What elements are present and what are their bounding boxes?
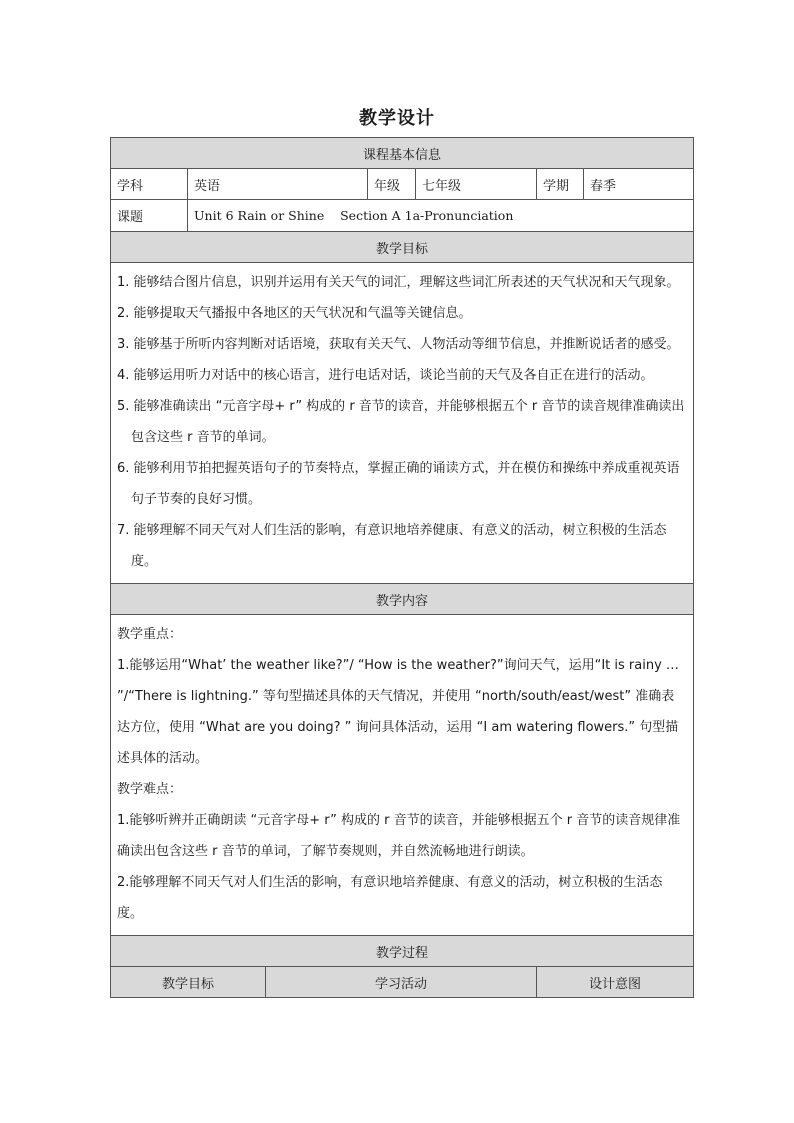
objective-item: 5. 能够准确读出 “元音字母+ r” 构成的 r 音节的读音，并能够根据五个 r 音节的读音规律准确读出包含这些 r 音节的单词。 xyxy=(117,399,685,445)
objective-item: 3. 能够基于所听内容判断对话语境，获取有关天气、人物活动等细节信息，并推断说话者的感受。 xyxy=(117,337,680,352)
difficult-points-label: 教学难点： xyxy=(117,782,183,797)
process-col-activity: 学习活动 xyxy=(266,967,537,998)
process-columns-row xyxy=(111,967,694,998)
grade-value: 七年级 xyxy=(416,169,537,200)
objective-item: 7. 能够理解不同天气对人们生活的影响，有意识地培养健康、有意义的活动，树立积极的生活态度。 xyxy=(117,523,667,569)
objective-item: 1. 能够结合图片信息，识别并运用有关天气的词汇，理解这些词汇所表述的天气状况和天气现象。 xyxy=(117,275,680,290)
difficult-point-item: 2.能够理解不同天气对人们生活的影响，有意识地培养健康、有意义的活动，树立积极的生活态度。 xyxy=(117,875,663,921)
objective-item: 6. 能够利用节拍把握英语句子的节奏特点，掌握正确的诵读方式，并在模仿和操练中养成重视英语句子节奏的良好习惯。 xyxy=(117,461,680,507)
subject-value: 英语 xyxy=(188,169,368,200)
content-header: 教学内容 xyxy=(111,584,694,615)
term-value: 春季 xyxy=(584,169,694,200)
topic-row xyxy=(111,200,694,232)
objectives-row xyxy=(111,263,694,584)
document-title: 教学设计 xyxy=(359,108,435,129)
basic-info-header-row xyxy=(111,138,694,169)
lesson-plan-table xyxy=(110,137,694,998)
process-col-intent: 设计意图 xyxy=(537,967,694,998)
process-header-row xyxy=(111,936,694,967)
objectives-header-row xyxy=(111,232,694,263)
process-header: 教学过程 xyxy=(111,936,694,967)
term-label: 学期 xyxy=(537,169,584,200)
content-header-row xyxy=(111,584,694,615)
objectives-list xyxy=(111,263,694,584)
basic-info-header: 课程基本信息 xyxy=(111,138,694,169)
topic-label: 课题 xyxy=(111,200,188,232)
objective-item: 2. 能够提取天气播报中各地区的天气状况和气温等关键信息。 xyxy=(117,306,472,321)
grade-label: 年级 xyxy=(368,169,416,200)
content-body xyxy=(111,615,694,936)
key-points-label: 教学重点： xyxy=(117,627,183,642)
subject-row xyxy=(111,169,694,200)
process-col-objective: 教学目标 xyxy=(111,967,266,998)
content-row xyxy=(111,615,694,936)
key-points-text: 1.能够运用“What’ the weather like?”/ “How is the weather?”询问天气，运用“It is rainy … ”/“There is lightning.” 等句型描述具体的天气情况，并使用 “north/south/east/west” 准确表达方位，使用 “What are you doing? ” 询问具体活动，运用 “I am watering flowers.” 句型描述具体的活动。 xyxy=(117,658,679,766)
difficult-point-item: 1.能够听辨并正确朗读 “元音字母+ r” 构成的 r 音节的读音，并能够根据五个 r 音节的读音规律准确读出包含这些 r 音节的单词，了解节奏规则，并自然流畅地进行朗读。 xyxy=(117,813,681,859)
topic-value: Unit 6 Rain or Shine Section A 1a-Pronunciation xyxy=(188,200,694,232)
objectives-header: 教学目标 xyxy=(111,232,694,263)
subject-label: 学科 xyxy=(111,169,188,200)
objective-item: 4. 能够运用听力对话中的核心语言，进行电话对话，谈论当前的天气及各自正在进行的活动。 xyxy=(117,368,654,383)
